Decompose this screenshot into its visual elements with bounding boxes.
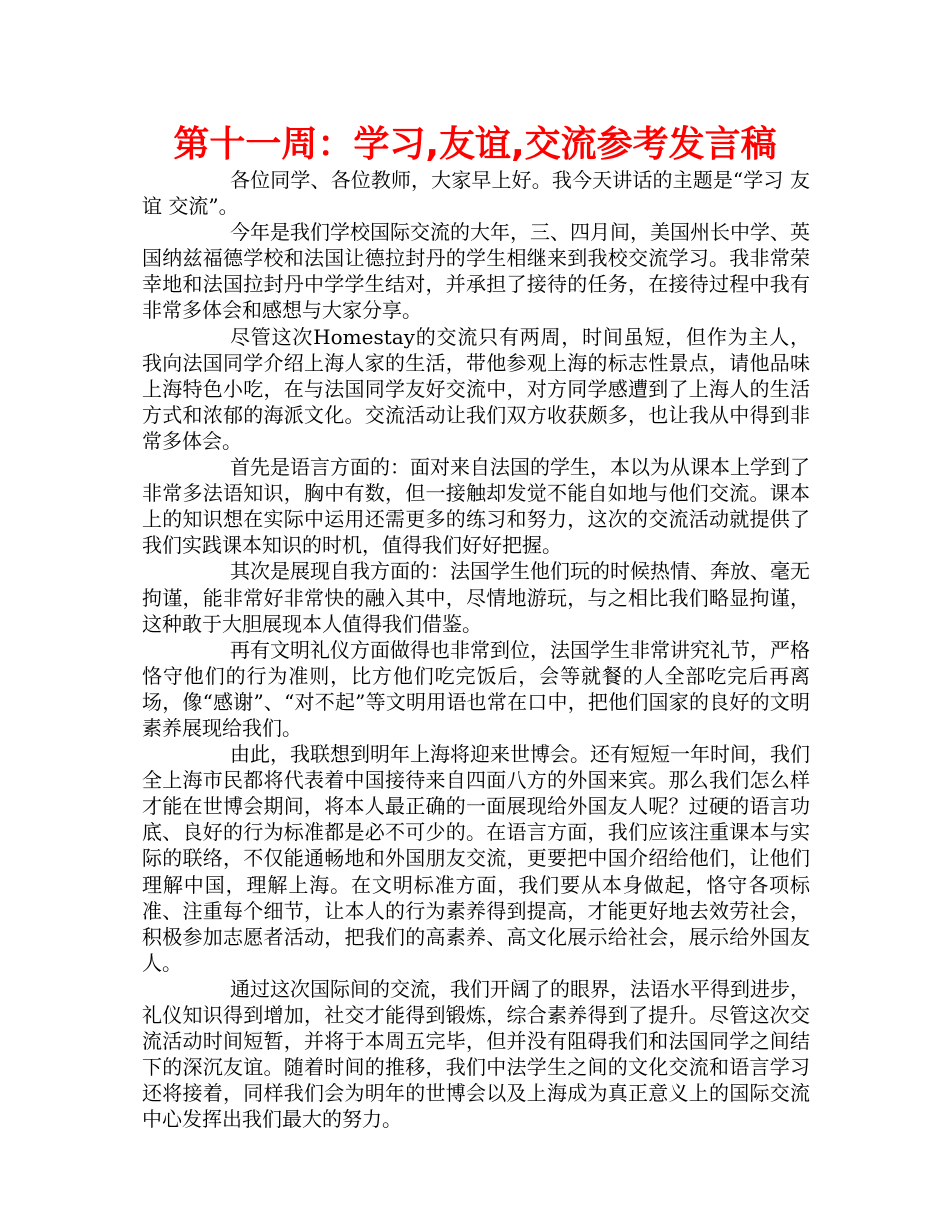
paragraph-homestay: 尽管这次Homestay的交流只有两周，时间虽短，但作为主人，我向法国同学介绍上海人家的生活，带他参观上海的标志性景点，请他品味上海特色小吃，在与法国同学友好交流中，对方同学感遭到了上海人的生活方式和浓郁的海派文化。交流活动让我们双方收获颇多，也让我从中得到非常多体会。 [142, 324, 810, 453]
paragraph-greeting: 各位同学、各位教师，大家早上好。我今天讲话的主题是“学习 友谊 交流”。 [142, 168, 810, 219]
document-title: 第十一周：学习,友谊,交流参考发言稿 [173, 124, 777, 165]
document-body [142, 167, 810, 1132]
paragraph-etiquette: 再有文明礼仪方面做得也非常到位，法国学生非常讲究礼节，严格恪守他们的行为准则，比方他们吃完饭后，会等就餐的人全部吃完后再离场，像“感谢”、“对不起”等文明用语也常在口中，把他们国家的良好的文明素养展现给我们。 [142, 637, 810, 740]
paragraph-exchange-year: 今年是我们学校国际交流的大年，三、四月间，美国州长中学、英国纳兹福德学校和法国让德拉封丹的学生相继来到我校交流学习。我非常荣幸地和法国拉封丹中学学生结对，并承担了接待的任务，在接待过程中我有非常多体会和感想与大家分享。 [142, 220, 810, 323]
paragraph-language: 首先是语言方面的：面对来自法国的学生，本以为从课本上学到了非常多法语知识，胸中有数，但一接触却发觉不能自如地与他们交流。课本上的知识想在实际中运用还需更多的练习和努力，这次的交流活动就提供了我们实践课本知识的时机，值得我们好好把握。 [142, 455, 810, 558]
paragraph-self-expression: 其次是展现自我方面的：法国学生他们玩的时候热情、奔放、毫无拘谨，能非常好非常快的融入其中，尽情地游玩，与之相比我们略显拘谨，这种敢于大胆展现本人值得我们借鉴。 [142, 559, 810, 636]
paragraph-conclusion: 通过这次国际间的交流，我们开阔了的眼界，法语水平得到进步，礼仪知识得到增加，社交才能得到锻炼，综合素养得到了提升。尽管这次交流活动时间短暂，并将于本周五完毕，但并没有阻碍我们和法国同学之间结下的深沉友谊。随着时间的推移，我们中法学生之间的文化交流和语言学习还将接着，同样我们会为明年的世博会以及上海成为真正意义上的国际交流中心发挥出我们最大的努力。 [142, 976, 810, 1132]
paragraph-expo: 由此，我联想到明年上海将迎来世博会。还有短短一年时间，我们全上海市民都将代表着中国接待来自四面八方的外国来宾。那么我们怎么样才能在世博会期间，将本人最正确的一面展现给外国友人呢？过硬的语言功底、良好的行为标准都是必不可少的。在语言方面，我们应该注重课本与实际的联络，不仅能通畅地和外国朋友交流，更要把中国介绍给他们，让他们理解中国，理解上海。在文明标准方面，我们要从本身做起，恪守各项标准、注重每个细节，让本人的行为素养得到提高，才能更好地去效劳社会，积极参加志愿者活动，把我们的高素养、高文化展示给社会，展示给外国友人。 [142, 742, 810, 975]
